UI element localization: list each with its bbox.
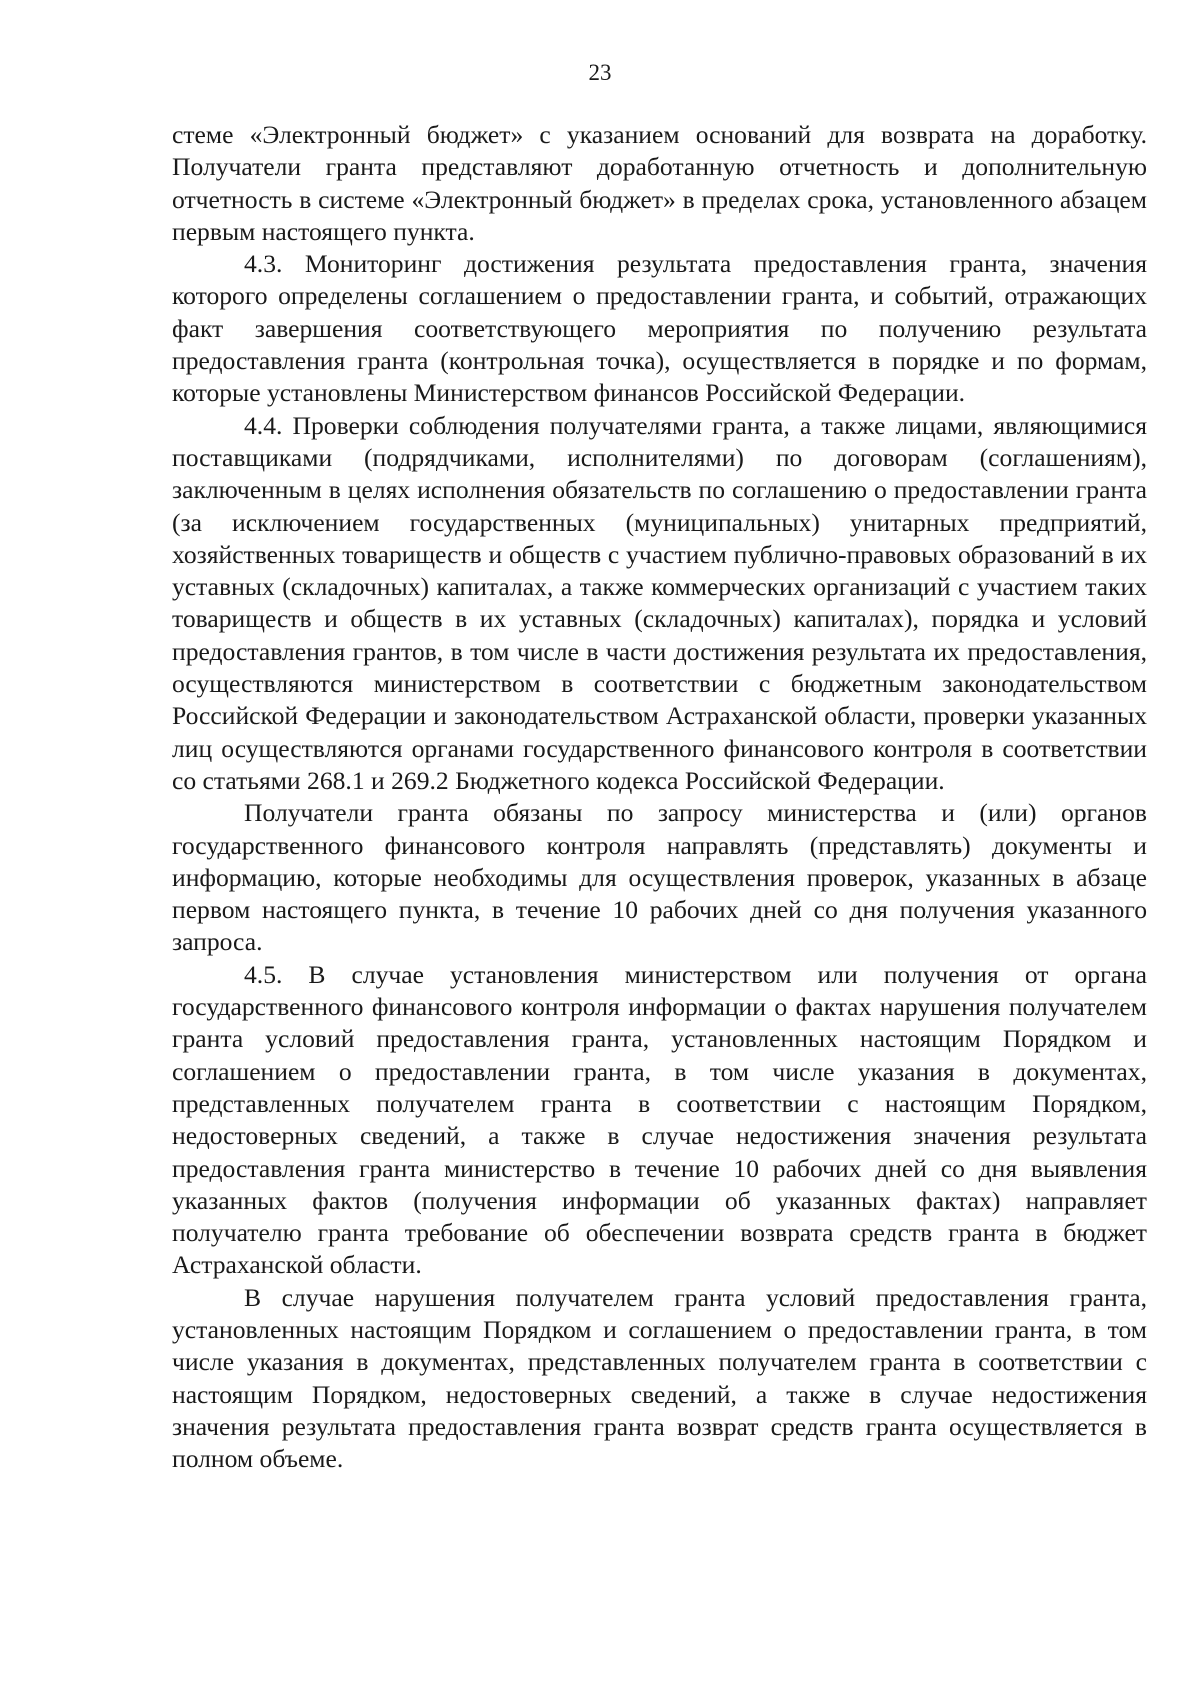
paragraph-4-5-full-return: В случае нарушения получателем гранта условий предоставления гранта, установленных настоящим Порядком и соглашением о предоставлении гранта, в том числе указания в документах, представленных получателем гранта в соответствии с настоящим Порядком, недостоверных сведений, а также в случае недостижения значения результата предоставления гранта возврат средств гранта осуществляется в полном объеме. — [172, 1282, 1147, 1474]
paragraph-4-4-obligation: Получатели гранта обязаны по запросу министерства и (или) органов государственного финансового контроля направлять (представлять) документы и информацию, которые необходимы для осуществления проверок, указанных в абзаце первом настоящего пункта, в течение 10 рабочих дней со дня получения указанного запроса. — [172, 798, 1147, 957]
paragraph-4-3: 4.3. Мониторинг достижения результата предоставления гранта, значения которого определены соглашением о предоставлении гранта, и событий, отражающих факт завершения соответствующего мероприятия по получению результата предоставления гранта (контрольная точка), осуществляется в порядке и по формам, которые установлены Министерством финансов Российской Федерации. — [172, 249, 1147, 408]
paragraph-4-4: 4.4. Проверки соблюдения получателями гранта, а также лицами, являющимися поставщиками (подрядчиками, исполнителями) по договорам (соглашениям), заключенным в целях исполнения обязательств по соглашению о предоставлении гранта (за исключением государственных (муниципальных) унитарных предприятий, хозяйственных товариществ и обществ с участием публично-правовых образований в их уставных (складочных) капиталах, а также коммерческих организаций с участием таких товариществ и обществ в их уставных (складочных) капиталах), порядка и условий предоставления грантов, в том числе в части достижения результата их предоставления, осуществляются министерством в соответствии с бюджетным законодательством Российской Федерации и законодательством Астраханской области, проверки указанных лиц осуществляются органами государственного финансового контроля в соответствии со статьями 268.1 и 269.2 Бюджетного кодекса Российской Федерации. — [172, 410, 1147, 795]
paragraph-4-5: 4.5. В случае установления министерством или получения от органа государственного финансового контроля информации о фактах нарушения получателем гранта условий предоставления гранта, установленных настоящим Порядком и соглашением о предоставлении гранта, в том числе указания в документах, представленных получателем гранта в соответствии с настоящим Порядком, недостоверных сведений, а также в случае недостижения значения результата предоставления гранта министерство в течение 10 рабочих дней со дня выявления указанных фактов (получения информации об указанных фактах) направляет получателю гранта требование об обеспечении возврата средств гранта в бюджет Астраханской области. — [172, 959, 1147, 1280]
paragraph-continuation: стеме «Электронный бюджет» с указанием оснований для возврата на доработку. Получатели гранта представляют доработанную отчетность и дополнительную отчетность в системе «Электронный бюджет» в пределах срока, установленного абзацем первым настоящего пункта. — [172, 120, 1147, 246]
document-body — [172, 119, 1147, 1475]
page-number: 23 — [588, 60, 612, 85]
